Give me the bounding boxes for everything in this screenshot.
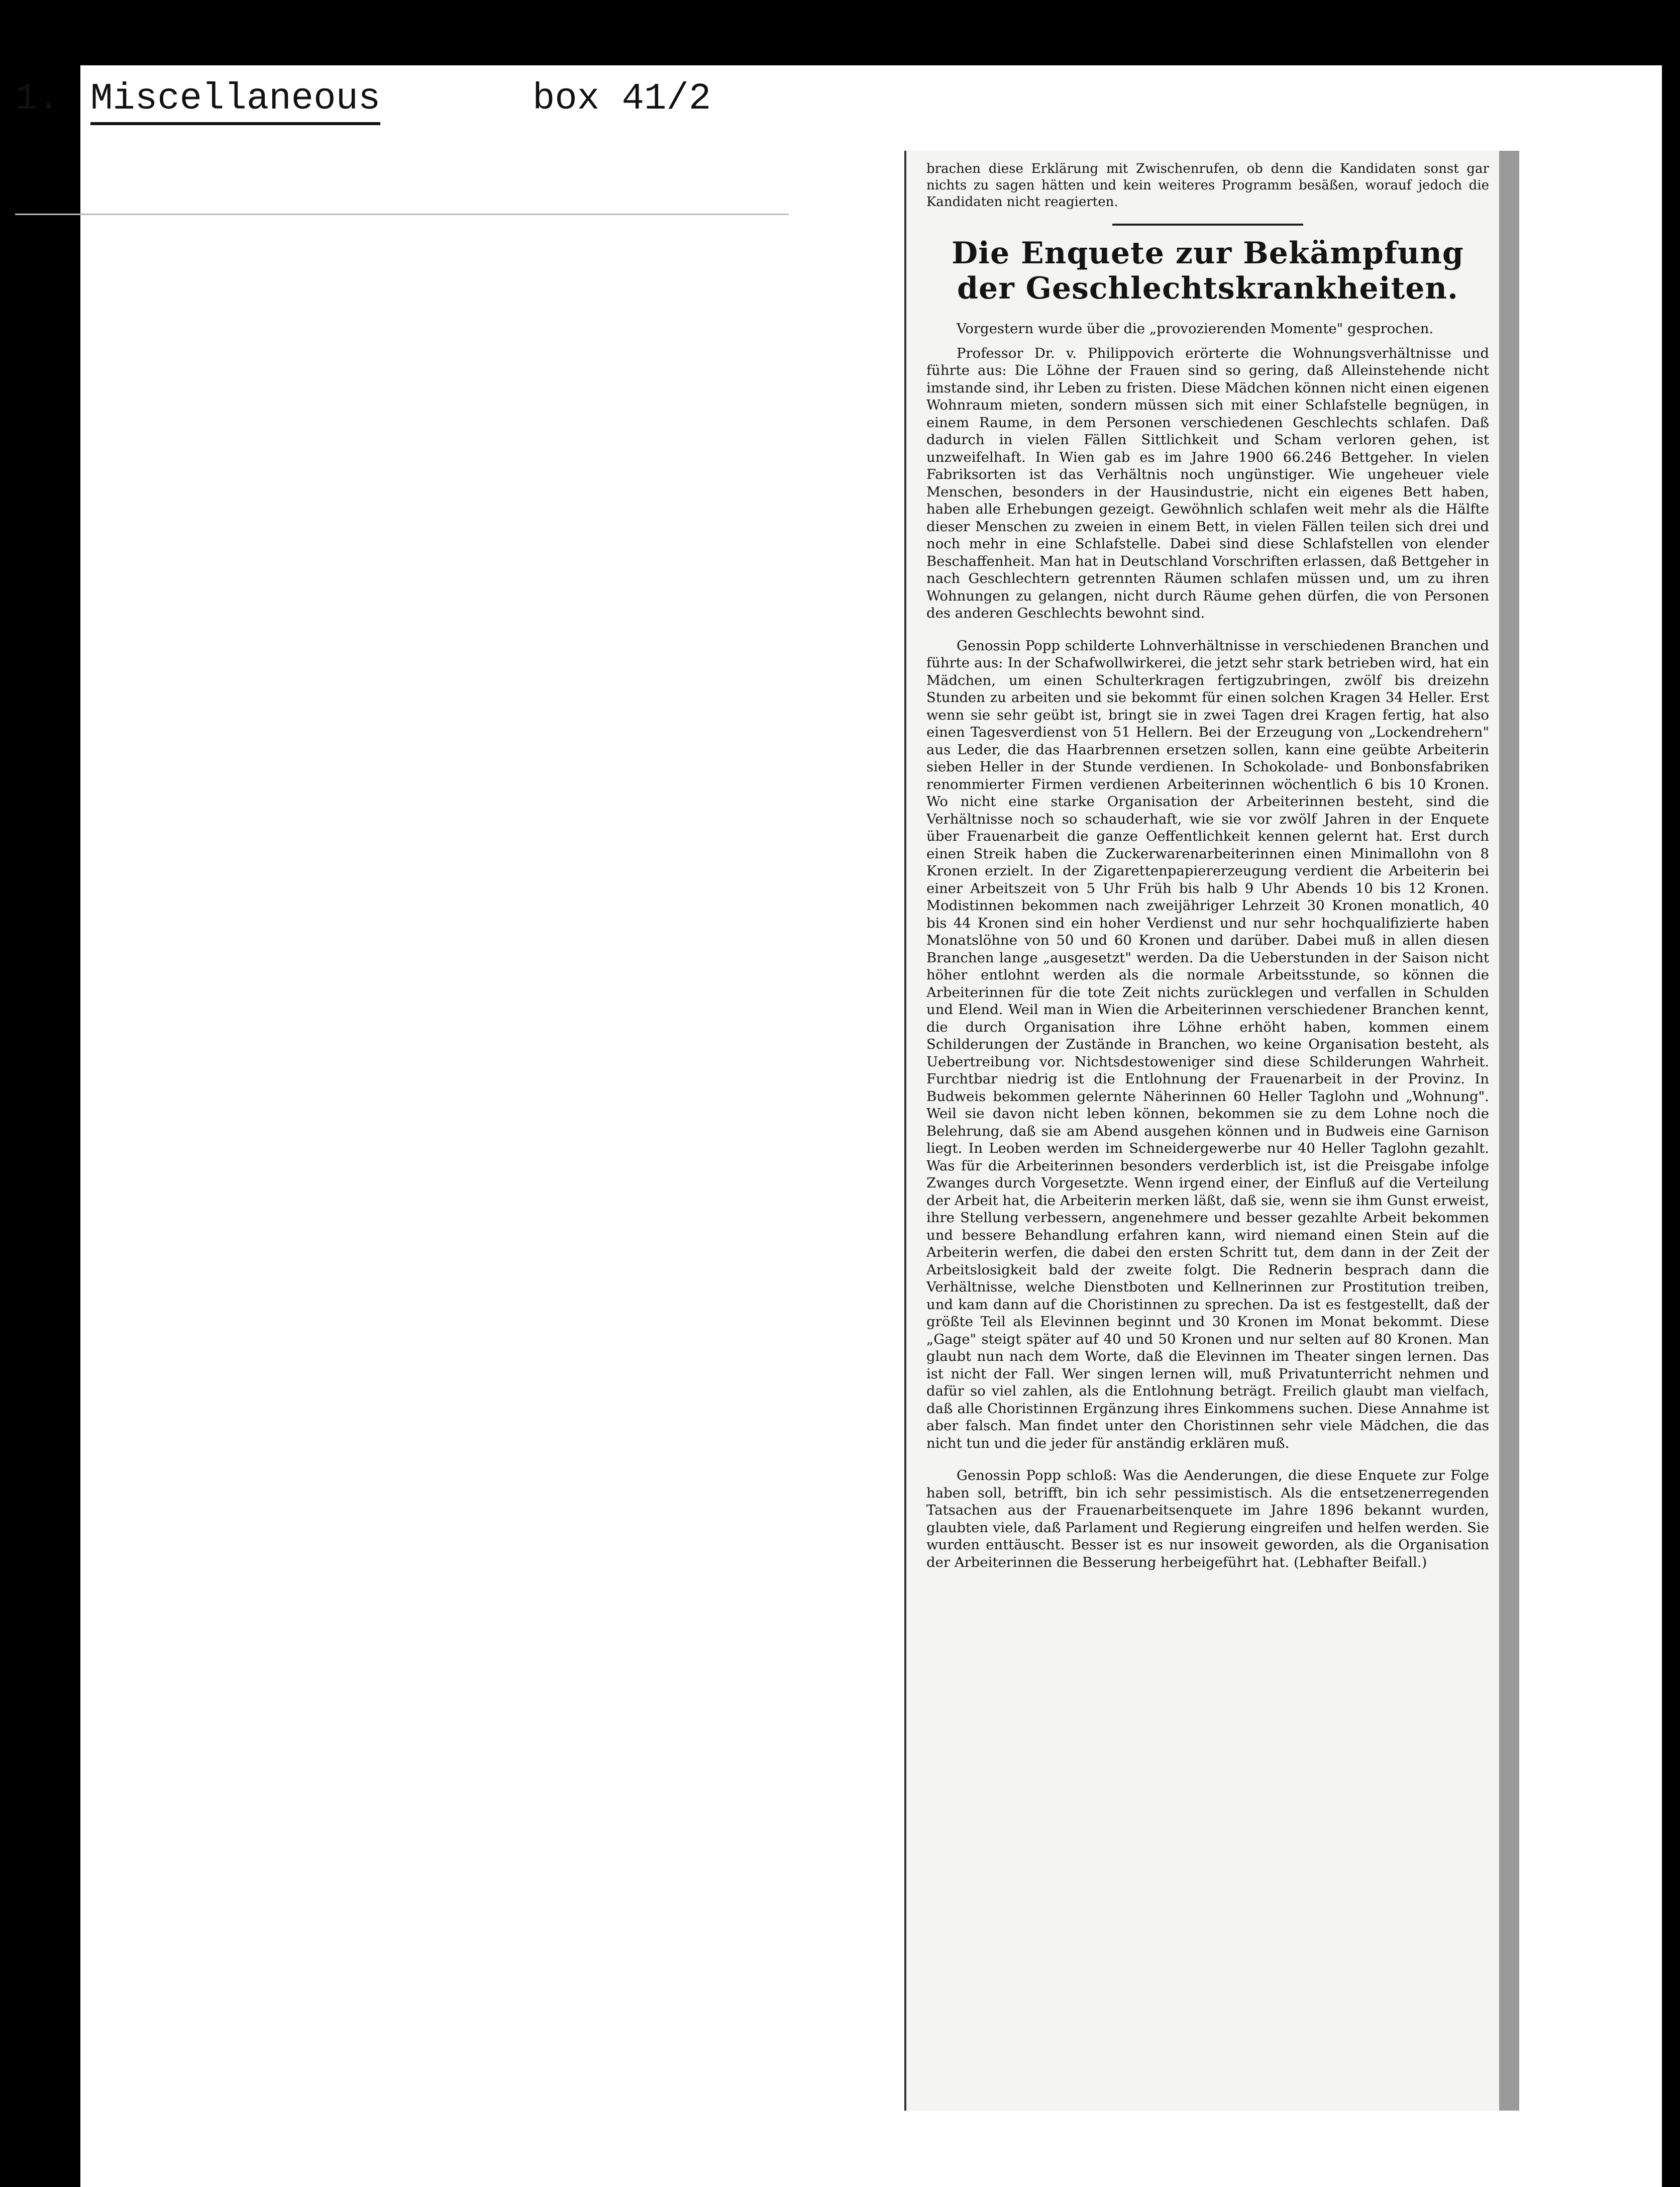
article-paragraph-2: Professor Dr. v. Philippovich erörterte die Wohnungsverhältnisse und führte aus: Die Löhne der Frauen sind so gering, daß Alleinstehende nicht imstande sind, ihr Leben zu fristen. Diese Mädchen können nicht einen eigenen Wohnraum mieten, sondern müssen sich mit einer Schlafstelle begnügen, in einem Raume, in dem Personen verschiedenen Geschlechts schlafen. Daß dadurch in vielen Fällen Sittlichkeit und Scham verloren gehen, ist unzweifelhaft. In Wien gab es im Jahre 1900 66.246 Bettgeher. In vielen Fabriksorten ist das Verhältnis noch ungünstiger. Wie ungeheuer viele Menschen, besonders in der Hausindustrie, nicht ein eigenes Bett haben, haben alle Erhebungen gezeigt. Gewöhnlich schlafen weit mehr als die Hälfte dieser Menschen zu zweien in einem Bett, in vielen Fällen teilen sich drei und noch mehr in eine Schlafstelle. Dabei sind diese Schlafstellen von elender Beschaffenheit. Man hat in Deutschland Vorschriften erlassen, daß Bettgeher in nach Geschlechtern getrennten Räumen schlafen müssen und, um zu ihren Wohnungen zu gelangen, nicht durch Räume gehen dürfen, die von Personen des anderen Geschlechts bewohnt sind.	[926, 345, 1489, 621]
newspaper-clipping	[904, 151, 1499, 2111]
clipping-text-column	[926, 161, 1489, 2101]
article-paragraph-1: Vorgestern wurde über die „provozierenden Momente" gesprochen.	[957, 321, 1434, 337]
headline-rule	[1112, 224, 1303, 226]
folder-number: 1.	[15, 78, 60, 120]
article-paragraph-4: Genossin Popp schloß: Was die Aenderungen, die diese Enquete zur Folge haben soll, betrifft, bin ich sehr pessimistisch. Als die entsetzenerregenden Tatsachen aus der Frauenarbeitsenquete im Jahre 1896 bekannt wurden, glaubten viele, daß Parlament und Regierung eingreifen und helfen werden. Sie wurden enttäuscht. Besser ist es nur insoweit geworden, als die Organisation der Arbeiterinnen die Besserung herbeigeführt hat. (Lebhafter Beifall.)	[926, 1467, 1489, 1570]
archive-header	[15, 78, 794, 138]
article-paragraph-3: Genossin Popp schilderte Lohnverhältnisse in verschiedenen Branchen und führte aus: In der Schafwollwirkerei, die jetzt sehr stark betrieben wird, hat ein Mädchen, um einen Schulterkragen fertigzubringen, zwölf bis dreizehn Stunden zu arbeiten und sie bekommt für einen solchen Kragen 34 Heller. Erst wenn sie sehr geübt ist, bringt sie in zwei Tagen drei Kragen fertig, hat also einen Tagesverdienst von 51 Hellern. Bei der Erzeugung von „Lockendrehern" aus Leder, die das Haarbrennen ersetzen sollen, kann eine geübte Arbeiterin sieben Heller in der Stunde verdienen. In Schokolade- und Bonbonsfabriken renommierter Firmen verdienen Arbeiterinnen wöchentlich 6 bis 10 Kronen. Wo nicht eine starke Organisation der Arbeiterinnen besteht, sind die Verhältnisse noch so schauderhaft, wie sie vor zwölf Jahren in der Enquete über Frauenarbeit die ganze Oeffentlichkeit kennen gelernt hat. Erst durch einen Streik haben die Zuckerwarenarbeiterinnen einen Minimallohn von 8 Kronen erzielt. In der Zigarettenpapiererzeugung verdient die Arbeiterin bei einer Arbeitszeit von 5 Uhr Früh bis halb 9 Uhr Abends 10 bis 12 Kronen. Modistinnen bekommen nach zweijähriger Lehrzeit 30 Kronen monatlich, 40 bis 44 Kronen sind ein hoher Verdienst und nur sehr hochqualifizierte haben Monatslöhne von 50 und 60 Kronen und darüber. Dabei muß in allen diesen Branchen lange „ausgesetzt" werden. Da die Ueberstunden in der Saison nicht höher entlohnt werden als die normale Arbeitsstunde, so können die Arbeiterinnen für die tote Zeit nichts zurücklegen und verfallen in Schulden und Elend. Weil man in Wien die Arbeiterinnen verschiedener Branchen kennt, die durch Organisation ihre Löhne erhöht haben, kommen einem Schilderungen der Zustände in Branchen, wo keine Organisation besteht, als Uebertreibung vor. Nichtsdestoweniger sind diese Schilderungen Wahrheit. Furchtbar niedrig ist die Entlohnung der Frauenarbeit in der Provinz. In Budweis bekommen gelernte Näherinnen 60 Heller Taglohn und „Wohnung". Weil sie davon nicht leben können, bekommen sie zu dem Lohne noch die Belehrung, daß sie am Abend ausgehen können und in Budweis eine Garnison liegt. In Leoben werden im Schneidergewerbe nur 40 Heller Taglohn gezahlt. Was für die Arbeiterinnen besonders verderblich ist, ist die Preisgabe infolge Zwanges durch Vorgesetzte. Wenn irgend einer, der Einfluß auf die Verteilung der Arbeit hat, die Arbeiterin merken läßt, daß sie, wenn sie ihm Gunst erweist, ihre Stellung verbessern, angenehmere und besser gezahlte Arbeit bekommen und bessere Behandlung erfahren kann, wird niemand einen Stein auf die Arbeiterin werfen, die dabei den ersten Schritt tut, dem dann in der Zeit der Arbeitslosigkeit bald der zweite folgt. Die Rednerin besprach dann die Verhältnisse, welche Dienstboten und Kellnerinnen zur Prostitution treiben, und kam dann auf die Choristinnen zu sprechen. Da ist es festgestellt, daß der größte Teil als Elevinnen beginnt und 30 Kronen im Monat bekommt. Diese „Gage" steigt später auf 40 und 50 Kronen und nur selten auf 80 Kronen. Man glaubt nun nach dem Worte, daß die Elevinnen im Theater singen lernen. Das ist nicht der Fall. Wer singen lernen will, muß Privatunterricht nehmen und dafür so viel zahlen, als die Entlohnung beträgt. Freilich glaubt man vielfach, daß alle Choristinnen Ergänzung ihres Einkommens suchen. Diese Annahme ist aber falsch. Man findet unter den Choristinnen sehr viele Mädchen, die das nicht tun und die jeder für anständig erklären muß.	[926, 637, 1489, 1451]
clipping-intro: brachen diese Erklärung mit Zwischenrufen, ob denn die Kandidaten sonst gar nichts zu sagen hätten und kein weiteres Programm besäßen, worauf jedoch die Kandidaten nicht reagierten.	[926, 161, 1489, 210]
right-margin-edge	[1662, 65, 1680, 2187]
box-label: box 41/2	[533, 78, 711, 120]
article-headline: Die Enquete zur Bekämpfung der Geschlechtskrankheiten.	[952, 236, 1464, 306]
folder-title: Miscellaneous	[90, 78, 380, 125]
header-divider	[15, 214, 789, 215]
